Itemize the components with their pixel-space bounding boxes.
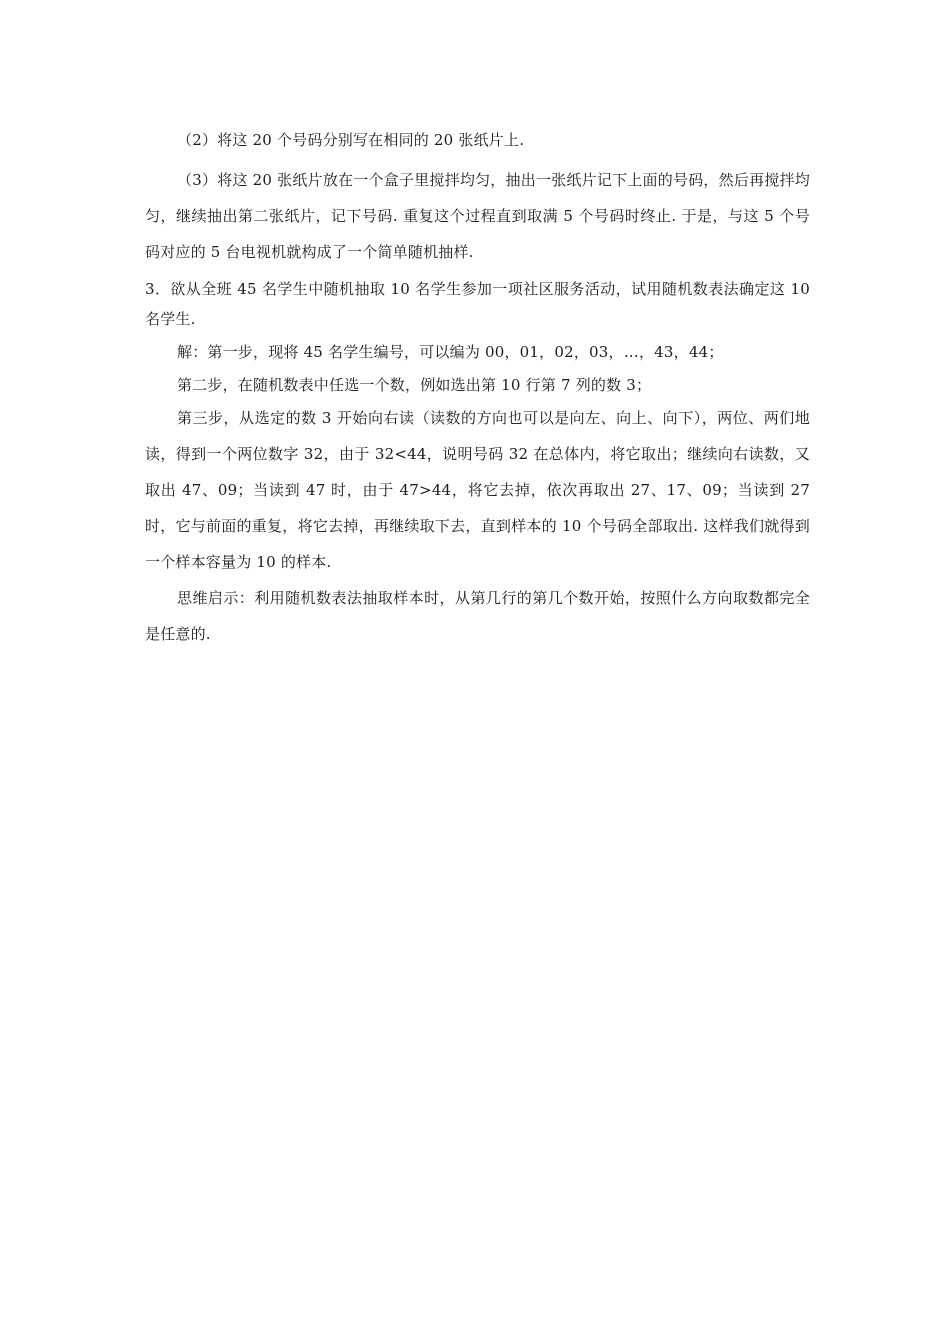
solution-step-2: 第二步，在随机数表中任选一个数，例如选出第 10 行第 7 列的数 3； <box>177 376 652 394</box>
thinking-hint: 思维启示：利用随机数表法抽取样本时，从第几行的第几个数开始，按照什么方向取数都完全是任意的. <box>145 589 810 643</box>
solution-step-3: 第三步，从选定的数 3 开始向右读（读数的方向也可以是向左、向上、向下），两位、两们地读，得到一个两位数字 32，由于 32<44，说明号码 32 在总体内，将它取出；继续向右读数，又取出 47、09；当读到 47 时，由于 47>44，将它去掉，依次再取出 27、17、09；当读到 27 时，它与前面的重复，将它去掉，再继续取下去，直到样本的 10 个号码全部取出. 这样我们就得到一个样本容量为 10 的样本. <box>145 409 810 571</box>
question-3: 3．欲从全班 45 名学生中随机抽取 10 名学生参加一项社区服务活动，试用随机数表法确定这 10 名学生. <box>145 280 810 328</box>
document-body <box>145 122 810 652</box>
paragraph-step-3: （3）将这 20 张纸片放在一个盒子里搅拌均匀，抽出一张纸片记下上面的号码，然后再搅拌均匀，继续抽出第二张纸片，记下号码. 重复这个过程直到取满 5 个号码时终止. 于是，与这 5 个号码对应的 5 台电视机就构成了一个简单随机抽样. <box>145 171 810 261</box>
solution-step-1: 解：第一步，现将 45 名学生编号，可以编为 00，01，02，03，…，43，44； <box>177 343 724 361</box>
paragraph-step-2: （2）将这 20 个号码分别写在相同的 20 张纸片上. <box>177 131 525 149</box>
